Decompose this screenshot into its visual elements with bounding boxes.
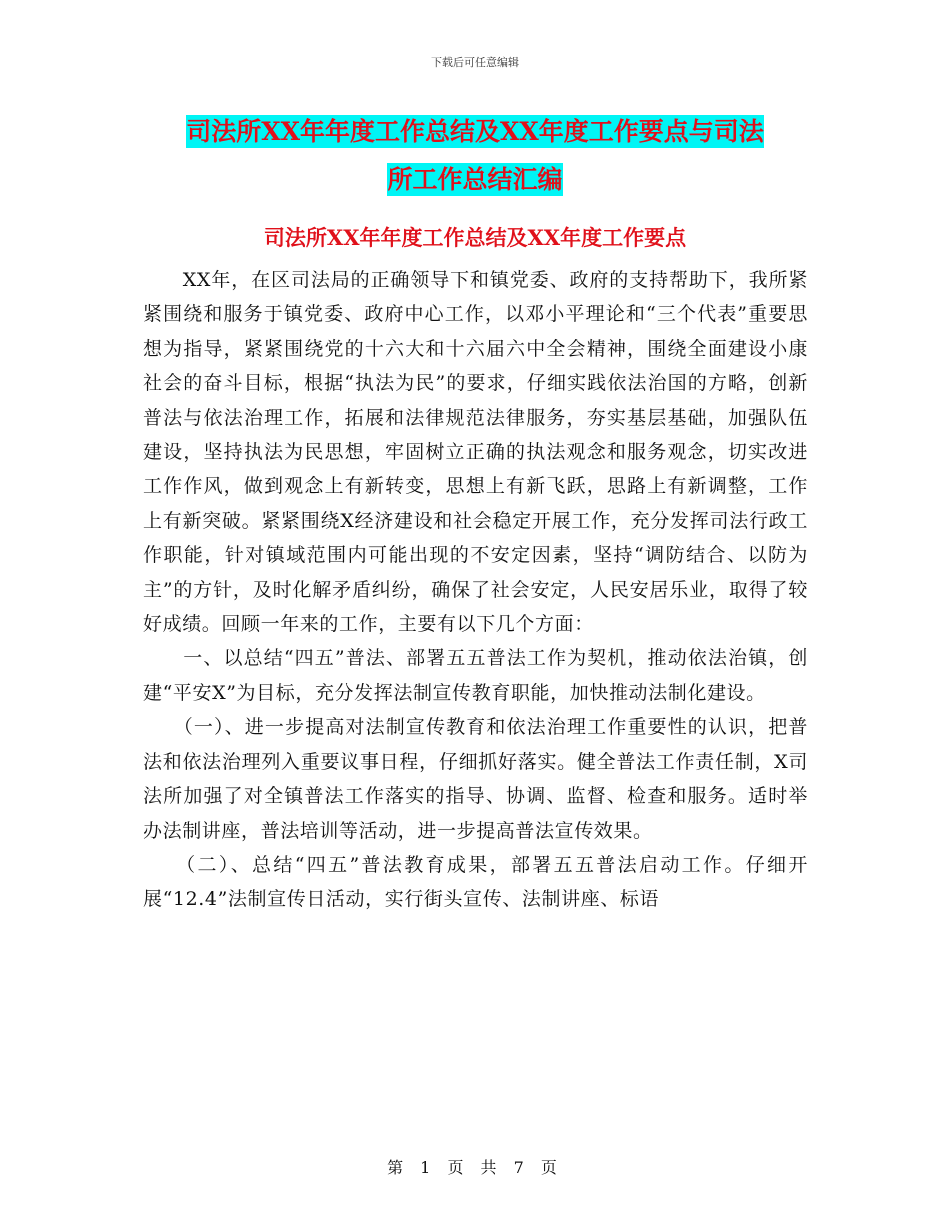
paragraph: （二）、总结“四五”普法教育成果，部署五五普法启动工作。仔细开展“12.4”法制宣传日活动，实行街头宣传、法制讲座、标语	[143, 853, 808, 911]
document-title-line-2: 所工作总结汇编	[387, 165, 563, 194]
document-title	[140, 108, 810, 204]
document-title-line-1: 司法所XX年年度工作总结及XX年度工作要点与司法	[186, 117, 764, 146]
body-text	[143, 263, 808, 917]
paragraph: （一）、进一步提高对法制宣传教育和依法治理工作重要性的认识，把普法和依法治理列入重要议事日程，仔细抓好落实。健全普法工作责任制，X司法所加强了对全镇普法工作落实的指导、协调、监督、检查和服务。适时举办法制讲座，普法培训等活动，进一步提高普法宣传效果。	[143, 716, 808, 842]
header-note: 下载后可任意编辑	[431, 56, 519, 69]
paragraph: XX年，在区司法局的正确领导下和镇党委、政府的支持帮助下，我所紧紧围绕和服务于镇党委、政府中心工作，以邓小平理论和“三个代表”重要思想为指导，紧紧围绕党的十六大和十六届六中全会精神，围绕全面建设小康社会的奋斗目标，根据“执法为民”的要求，仔细实践依法治国的方略，创新普法与依法治理工作，拓展和法律规范法律服务，夯实基层基础，加强队伍建设，坚持执法为民思想，牢固树立正确的执法观念和服务观念，切实改进工作作风，做到观念上有新转变，思想上有新飞跃，思路上有新调整，工作上有新突破。紧紧围绕X经济建设和社会稳定开展工作，充分发挥司法行政工作职能，针对镇域范围内可能出现的不安定因素，坚持“调防结合、以防为主”的方针，及时化解矛盾纠纷，确保了社会安定，人民安居乐业，取得了较好成绩。回顾一年来的工作，主要有以下几个方面：	[143, 269, 808, 636]
page-number: 第 1 页 共 7 页	[387, 1158, 563, 1177]
section-title: 司法所XX年年度工作总结及XX年度工作要点	[263, 225, 687, 250]
paragraph: 一、以总结“四五”普法、部署五五普法工作为契机，推动依法治镇，创建“平安X”为目标，充分发挥法制宣传教育职能，加快推动法制化建设。	[143, 647, 808, 704]
